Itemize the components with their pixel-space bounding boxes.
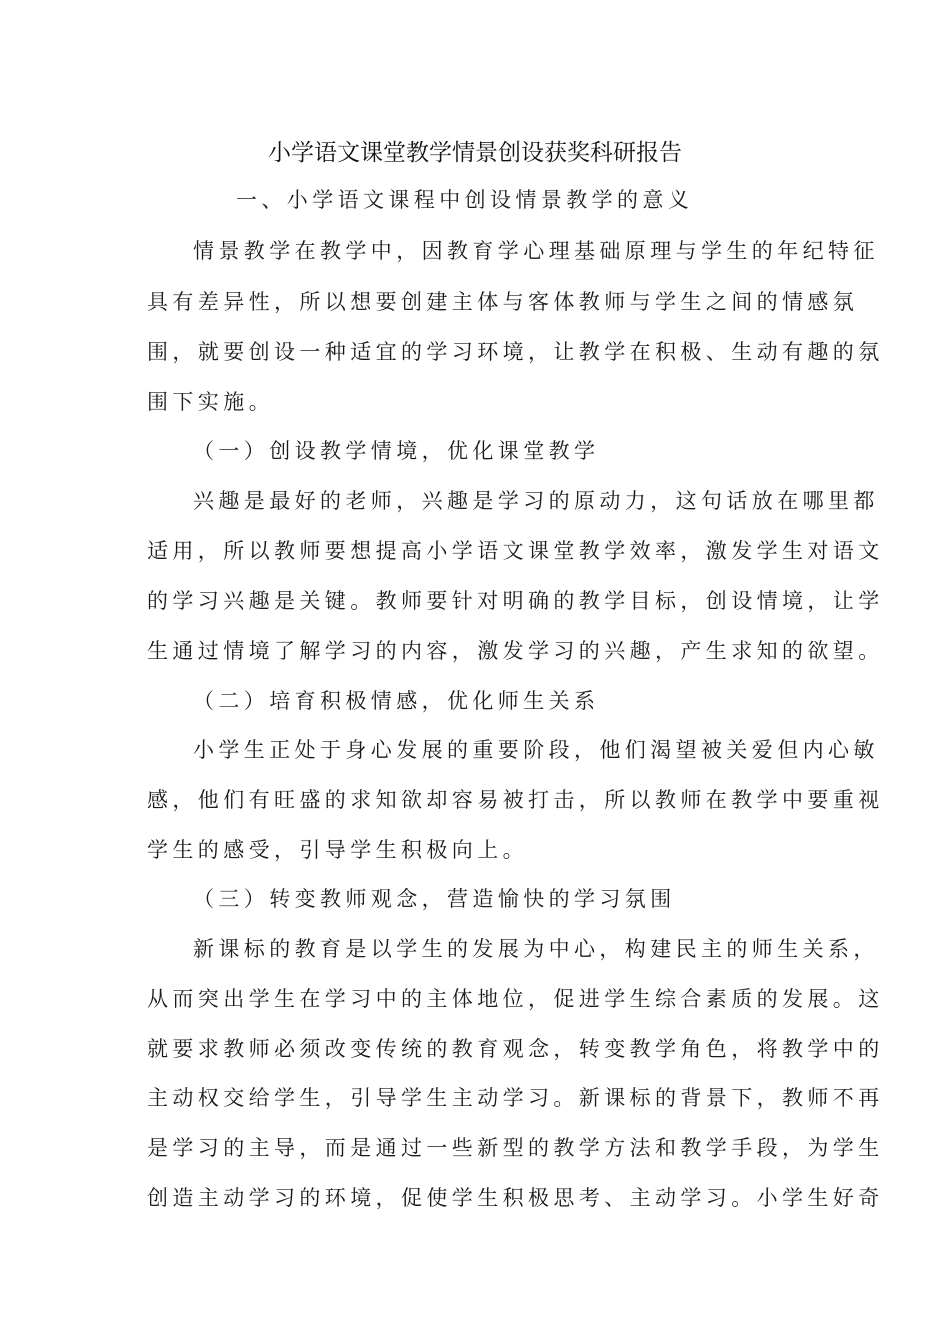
document-title: 小学语文课堂教学情景创设获奖科研报告 <box>268 140 682 166</box>
subsection-heading: （三）转变教师观念，营造愉快的学习氛围 <box>193 887 676 911</box>
paragraph-line: 情景教学在教学中，因教育学心理基础原理与学生的年纪特征 <box>193 239 879 263</box>
paragraph-line: 从而突出学生在学习中的主体地位，促进学生综合素质的发展。这 <box>147 987 884 1011</box>
subsection-heading: （二）培育积极情感，优化师生关系 <box>193 689 600 713</box>
paragraph-line: 的学习兴趣是关键。教师要针对明确的教学目标，创设情境，让学 <box>147 589 884 613</box>
paragraph-line: 小学生正处于身心发展的重要阶段，他们渴望被关爱但内心敏 <box>193 738 879 762</box>
paragraph-line: 感，他们有旺盛的求知欲却容易被打击，所以教师在教学中要重视 <box>147 788 884 812</box>
paragraph-line: 围，就要创设一种适宜的学习环境，让教学在积极、生动有趣的氛 <box>147 340 884 364</box>
paragraph-line: 就要求教师必须改变传统的教育观念，转变教学角色，将教学中的 <box>147 1037 884 1061</box>
paragraph-line: 学生的感受，引导学生积极向上。 <box>147 838 528 862</box>
paragraph-line: 生通过情境了解学习的内容，激发学习的兴趣，产生求知的欲望。 <box>147 639 884 663</box>
paragraph-line: 围下实施。 <box>147 390 274 414</box>
paragraph-line: 兴趣是最好的老师，兴趣是学习的原动力，这句话放在哪里都 <box>193 489 879 513</box>
section-heading: 一、小学语文课程中创设情景教学的意义 <box>236 188 694 212</box>
paragraph-line: 主动权交给学生，引导学生主动学习。新课标的背景下，教师不再 <box>147 1086 884 1110</box>
paragraph-line: 具有差异性，所以想要创建主体与客体教师与学生之间的情感氛 <box>147 290 859 314</box>
paragraph-line: 适用，所以教师要想提高小学语文课堂教学效率，激发学生对语文 <box>147 539 884 563</box>
paragraph-line: 创造主动学习的环境，促使学生积极思考、主动学习。小学生好奇 <box>147 1186 884 1210</box>
subsection-heading: （一）创设教学情境，优化课堂教学 <box>193 439 600 463</box>
paragraph-line: 是学习的主导，而是通过一些新型的教学方法和教学手段，为学生 <box>147 1136 884 1160</box>
paragraph-line: 新课标的教育是以学生的发展为中心，构建民主的师生关系， <box>193 937 879 961</box>
